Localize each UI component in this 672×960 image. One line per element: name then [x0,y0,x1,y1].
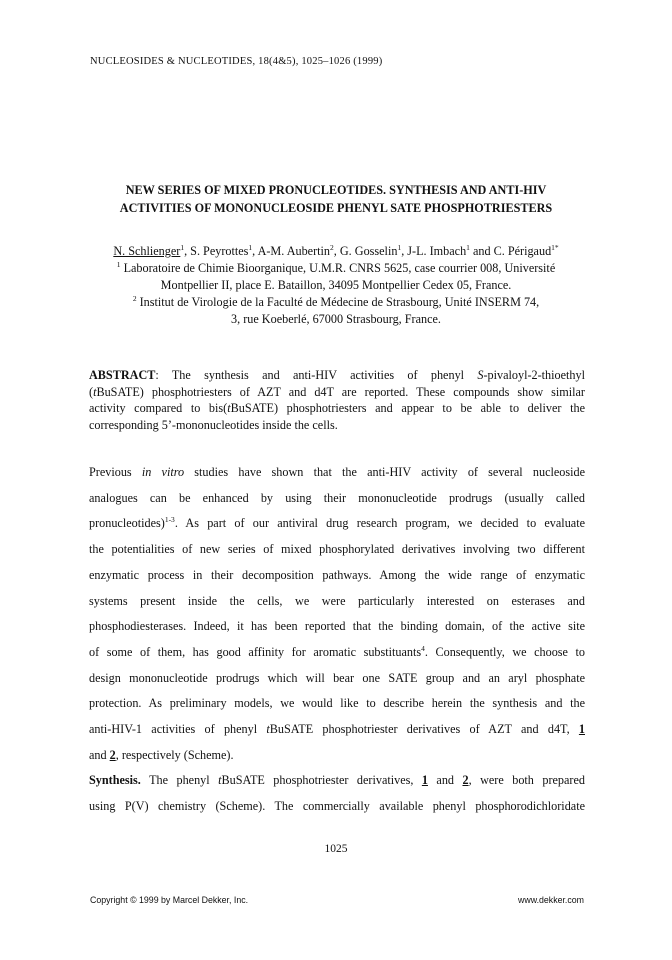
abstract-line: corresponding 5’-mononucleotides inside the cells. [89,417,338,432]
author-name: , A-M. Aubertin [252,244,331,258]
section-label: Synthesis. [89,773,141,788]
abstract [89,367,585,433]
running-head: NUCLEOSIDES & NUCLEOTIDES, 18(4&5), 1025–1026 (1999) [90,56,383,67]
affiliation-1-line-2: Montpellier II, place E. Bataillon, 34095 Montpellier Cedex 05, France. [160,278,512,292]
abstract-line: (tBuSATE) phosphotriesters of AZT and d4T are reported. These compounds show similar [89,384,585,399]
corresponding-author-mark: 1* [551,243,559,252]
body-line: systems present inside the cells, we were particularly interested on esterases and [89,593,585,608]
publisher-website: www.dekker.com [518,895,584,905]
copyright-notice: Copyright © 1999 by Marcel Dekker, Inc. [90,895,249,905]
affiliation-mark: 2 [330,243,334,252]
affiliation-2-line-1: $^2$ Institut de Virologie de la Faculté de Médecine de Strasbourg, Unité INSERM 74, [132,294,540,309]
abstract-label: ABSTRACT [89,368,156,382]
body-line: phosphodiesterases. Indeed, it has been reported that the binding domain, of the active site [89,619,585,634]
affiliation-mark: 1 [397,243,402,252]
body-line: protection. As preliminary models, we would like to describe herein the synthesis and the [89,696,585,711]
affiliation-mark: 1 [116,260,121,269]
body-line: design mononucleotide prodrugs which will bear one SATE group and an aryl phosphate [89,670,585,685]
abstract-line: ABSTRACT: The synthesis and anti-HIV activities of phenyl S-pivaloyl-2-thioethyl [89,368,585,382]
body-line: enzymatic process in their decomposition pathways. Among the wide range of enzymatic [89,567,585,582]
author-name: , S. Peyrottes [184,244,249,258]
affiliation-mark: 2 [132,294,137,303]
compound-ref: 1 [578,722,585,737]
compound-ref: 2 [109,747,116,762]
title-line-2: ACTIVITIES OF MONONUCLEOSIDE PHENYL SATE PHOSPHOTRIESTERS [119,201,553,215]
author-name: , G. Gosselin [333,244,398,258]
body-line: and 2, respectively (Scheme). [89,747,234,762]
article-title [80,181,592,217]
author-name: and C. Périgaud [469,244,552,258]
page-number: 1025 [324,843,348,855]
compound-ref: 1 [421,773,428,788]
author-list [80,243,592,260]
affiliation-mark: 1 [180,243,185,252]
body-line: of some of them, has good affinity for aromatic substituants$^4$. Consequently, we choose to [89,643,585,659]
compound-ref: 2 [462,773,469,788]
body-line: Previous in vitro studies have shown that the anti-HIV activity of several nucleoside [89,465,586,479]
citation-mark: 4 [421,643,425,653]
body-line: anti-HIV-1 activities of phenyl tBuSATE phosphotriester derivatives of AZT and d4T, 1 [89,722,585,737]
affiliation-mark: 1 [248,243,253,252]
author-name: , J-L. Imbach [401,244,467,258]
body-line: analogues can be enhanced by using their mononucleotide prodrugs (usually called [89,490,585,505]
affiliation-1-line-1: $^1$ Laboratoire de Chimie Bioorganique, U.M.R. CNRS 5625, case courrier 008, Université [116,260,556,275]
affiliation-2-line-2: 3, rue Koeberlé, 67000 Strasbourg, France. [231,312,441,326]
author-block [80,243,592,328]
body-line: Synthesis. The phenyl tBuSATE phosphotriester derivatives, 1 and 2, were both prepared [89,773,585,788]
abstract-line: activity compared to bis(tBuSATE) phosphotriesters and appear to be able to deliver the [89,401,585,415]
author-name: N. Schlienger [113,244,181,258]
body-text [89,460,585,820]
affiliation-mark: 1 [466,243,470,252]
body-line: using P(V) chemistry (Scheme). The commercially available phenyl phosphorodichloridate [89,799,585,814]
body-line: pronucleotides)$^{1-3}$. As part of our antiviral drug research program, we decided to evaluate [89,515,585,531]
citation-mark: 1-3 [164,515,175,525]
title-line-1: NEW SERIES OF MIXED PRONUCLEOTIDES. SYNTHESIS AND ANTI-HIV [125,183,547,197]
body-line: the potentialities of new series of mixed phosphorylated derivatives involving two different [89,542,585,557]
